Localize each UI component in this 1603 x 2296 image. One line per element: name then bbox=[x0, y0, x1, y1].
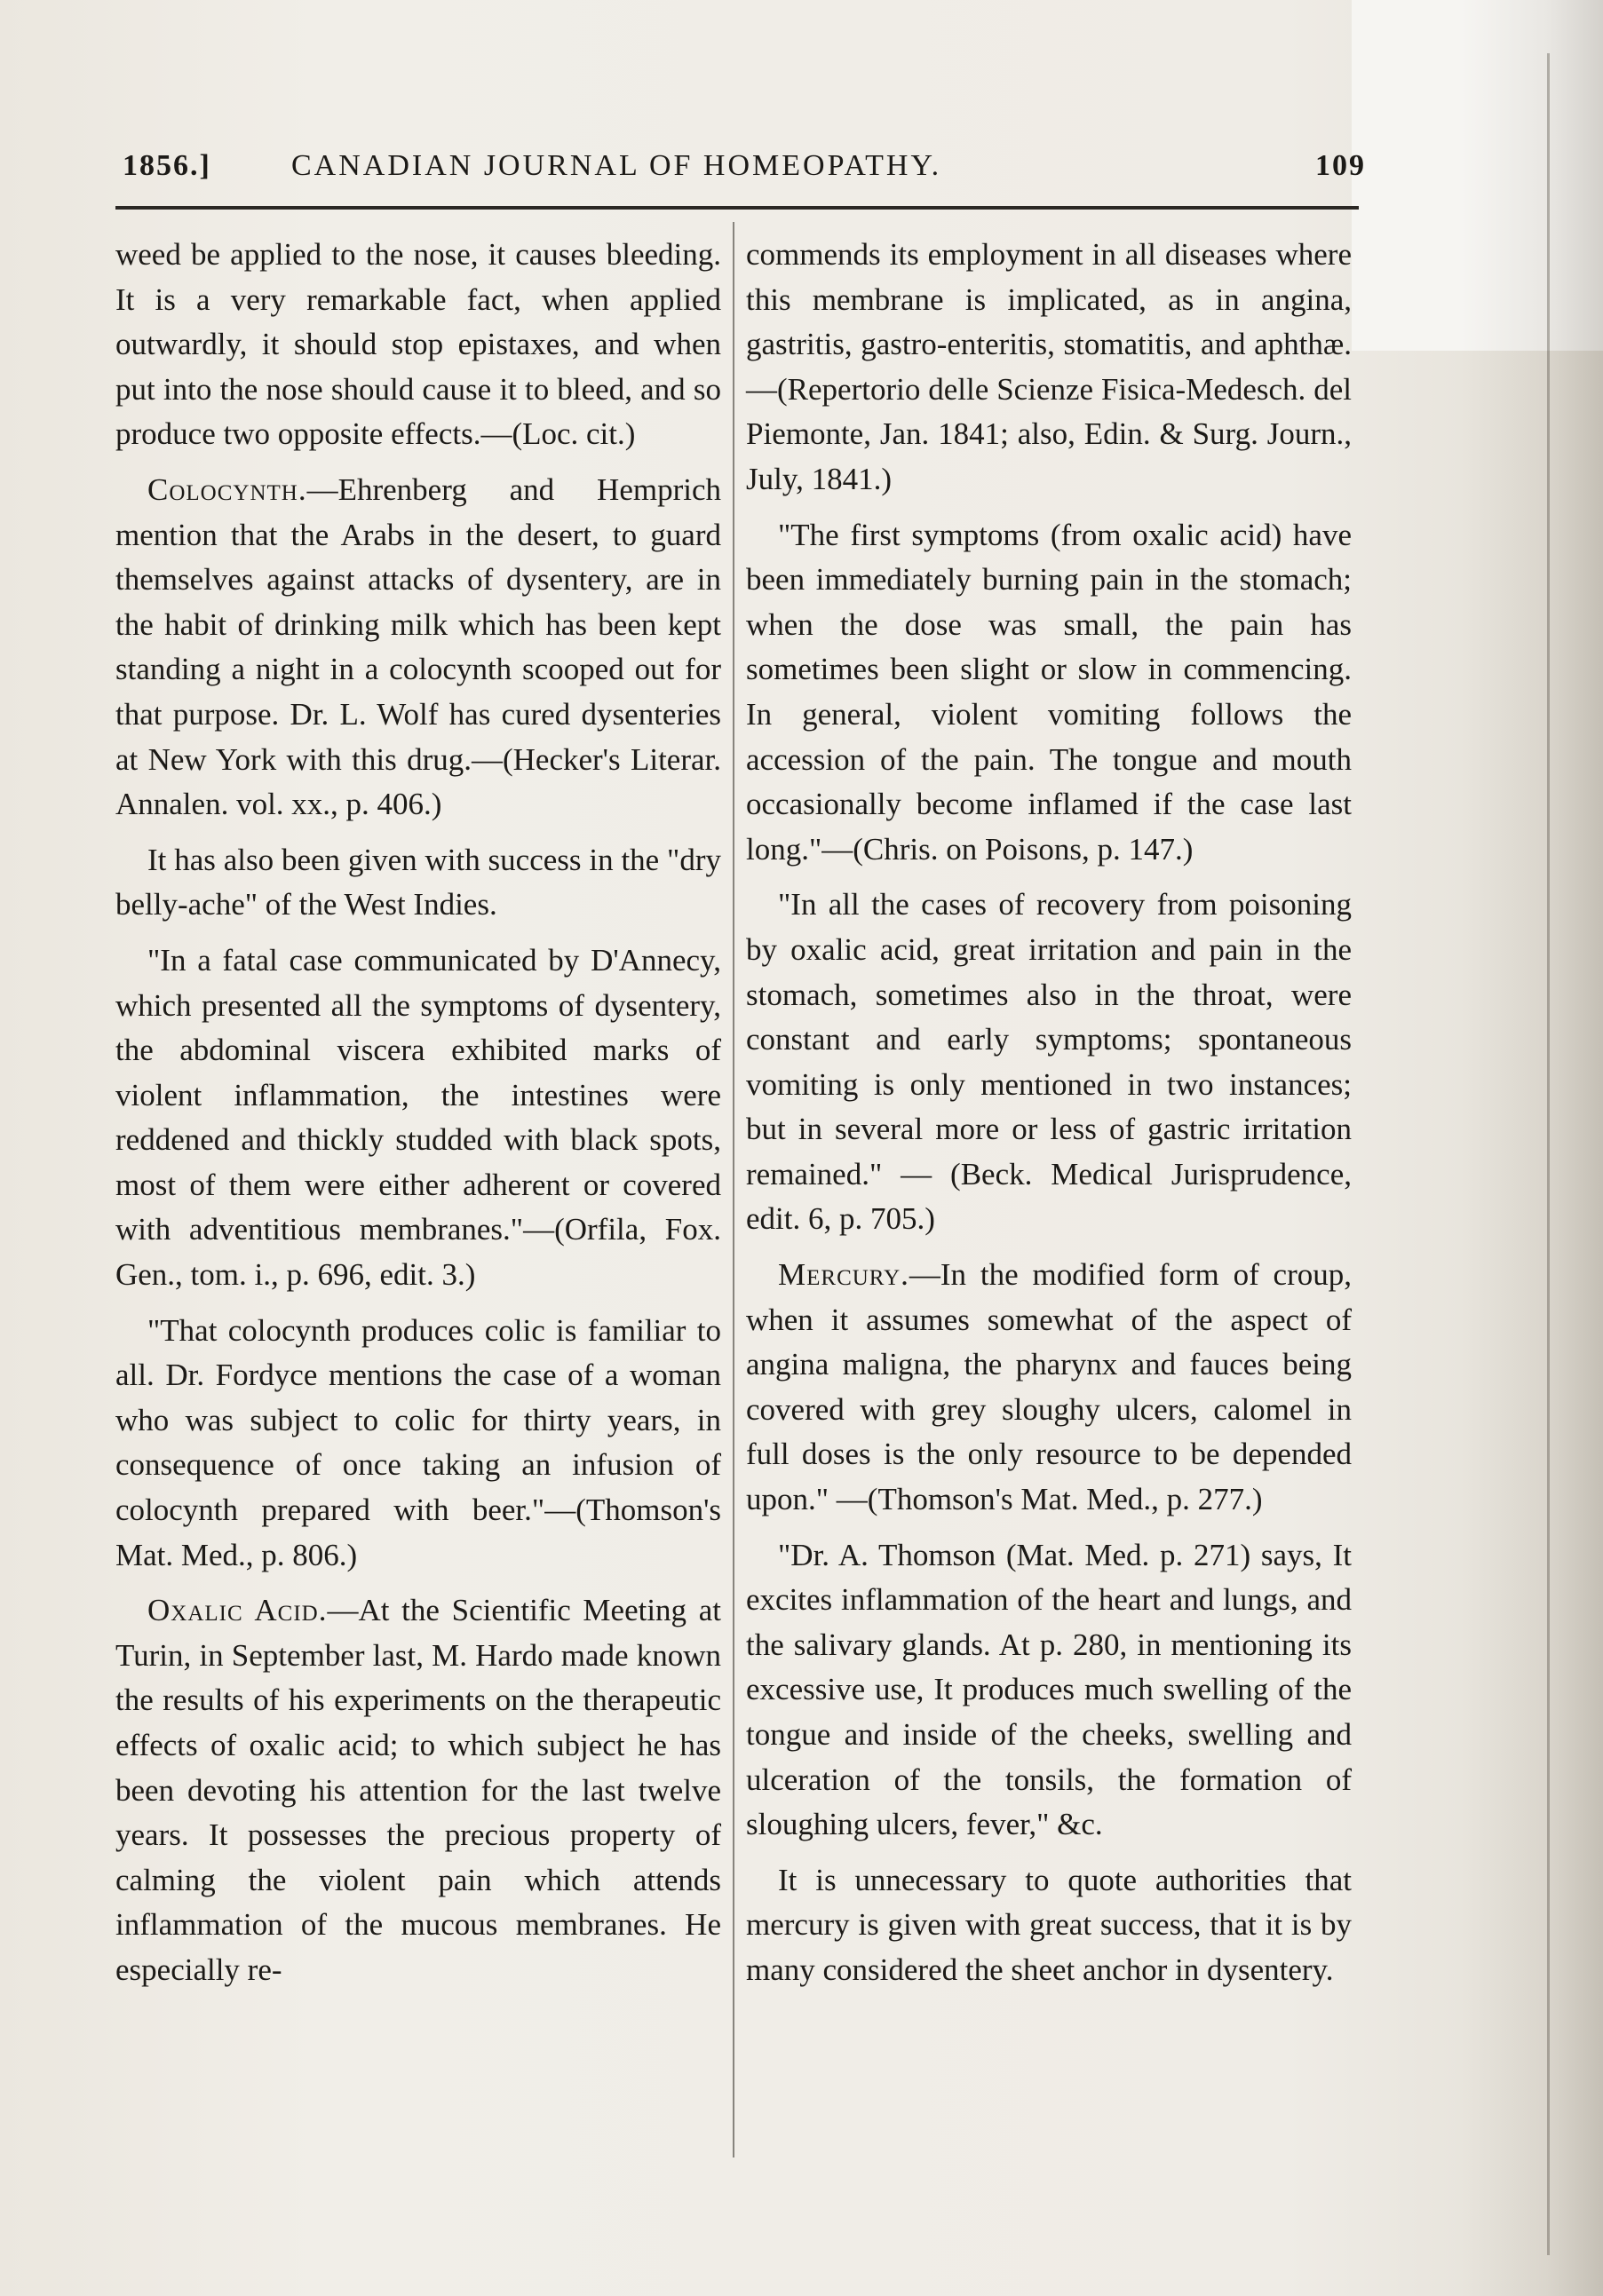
binding-shadow bbox=[1461, 0, 1603, 2296]
running-head bbox=[123, 140, 1366, 194]
paragraph-thomson-quote: "Dr. A. Thomson (Mat. Med. p. 271) says, It excites inflammation of the heart and lungs, and the salivary glands. At p. 280, in mentioning its excessive use, It produces much swelling of the tongue and inside of the cheeks, swelling and ulceration of the tonsils, the formation of sloughing ulcers, fever," &c. bbox=[746, 1537, 1352, 1842]
paragraph-belly-ache: It has also been given with success in the "dry belly-ache" of the West Indies. bbox=[115, 842, 721, 922]
paragraph-dannecy-quote: "In a fatal case communicated by D'Annecy, which presented all the symptoms of dysentery, the abdominal viscera exhibited marks of violent inflammation, the intestines were reddened and thickly studded with black spots, most of them were either adherent or covered with adventitious membranes."—(Orfila, Fox. Gen., tom. i., p. 696, edit. 3.) bbox=[115, 942, 721, 1293]
paragraph-oxalic-acid-body: —At the Scientific Meeting at Turin, in September last, M. Hardo made known the results of his experiments on the therapeutic effects of oxalic acid; to which subject he has been devoting his attention for the last twelve years. It possesses the precious property of calming the violent pain which attends inflammation of the mucous membranes. He especially re- bbox=[115, 1593, 722, 1987]
paragraph-recovery-quote: "In all the cases of recovery from poisoning by oxalic acid, great irritation and pain in the stomach, sometimes also in the throat, were constant and early symptoms; spontaneous vomiting is only mentioned in two instances; but in several more or less of gastric irritation remained." — (Beck. Medical Jurisprudence, edit. 6, p. 705.) bbox=[746, 887, 1352, 1237]
paragraph-mercury-body: —In the modified form of croup, when it assumes somewhat of the aspect of angina maligna, the pharynx and fauces being covered with grey sloughy ulcers, calomel in full doses is the only resource to be depended upon." —(Thomson's Mat. Med., p. 277.) bbox=[746, 1257, 1352, 1517]
section-heading-mercury: Mercury. bbox=[778, 1257, 909, 1293]
paragraph-authorities: It is unnecessary to quote authorities that mercury is given with great success, that it is by many considered the sheet anchor in dysentery. bbox=[746, 1862, 1352, 1987]
binding-edge bbox=[1547, 53, 1550, 2255]
paragraph-continued: weed be applied to the nose, it causes bleeding. It is a very remarkable fact, when applied outwardly, it should stop epistaxes, and when put into the nose should cause it to bleed, and so produce two opposite effects.—(Loc. cit.) bbox=[115, 237, 721, 452]
running-head-title: CANADIAN JOURNAL OF HOMEOPATHY. bbox=[291, 149, 942, 182]
paragraph-colocynth bbox=[115, 468, 721, 827]
paragraph-fordyce-quote: "That colocynth produces colic is familiar to all. Dr. Fordyce mentions the case of a woman who was subject to colic for thirty years, in consequence of once taking an infusion of colocynth prepared with beer."—(Thomson's Mat. Med., p. 806.) bbox=[115, 1312, 721, 1572]
right-column bbox=[746, 233, 1352, 1993]
running-head-year: 1856.] bbox=[123, 149, 211, 182]
paragraph-oxalic-acid bbox=[115, 1588, 721, 1992]
paragraph-mercury bbox=[746, 1253, 1352, 1523]
section-heading-colocynth: Colocynth. bbox=[147, 471, 307, 507]
paragraph-first-symptoms-quote: "The first symptoms (from oxalic acid) have been immediately burning pain in the stomach; when the dose was small, the pain has sometimes been slight or slow in commencing. In general, violent vomiting follows the accession of the pain. The tongue and mouth occasionally become inflamed if the case last long."—(Chris. on Poisons, p. 147.) bbox=[746, 517, 1352, 867]
section-heading-oxalic-acid: Oxalic Acid. bbox=[147, 1593, 328, 1628]
left-column bbox=[115, 233, 721, 1993]
page-number: 109 bbox=[1315, 149, 1366, 182]
header-rule bbox=[115, 206, 1359, 210]
paragraph-continued: commends its employment in all diseases where this membrane is implicated, as in angina, gastritis, gastro-enteritis, stomatitis, and aphthæ.—(Repertorio delle Scienze Fisica-Medesch. del Piemonte, Jan. 1841; also, Edin. & Surg. Journ., July, 1841.) bbox=[746, 237, 1352, 496]
column-divider bbox=[733, 222, 734, 2157]
paragraph-colocynth-body: —Ehrenberg and Hemprich mention that the Arabs in the desert, to guard themselves against attacks of dysentery, are in the habit of drinking milk which has been kept standing a night in a colocynth scooped out for that purpose. Dr. L. Wolf has cured dysenteries at New York with this drug.—(Hecker's Literar. Annalen. vol. xx., p. 406.) bbox=[115, 471, 721, 822]
